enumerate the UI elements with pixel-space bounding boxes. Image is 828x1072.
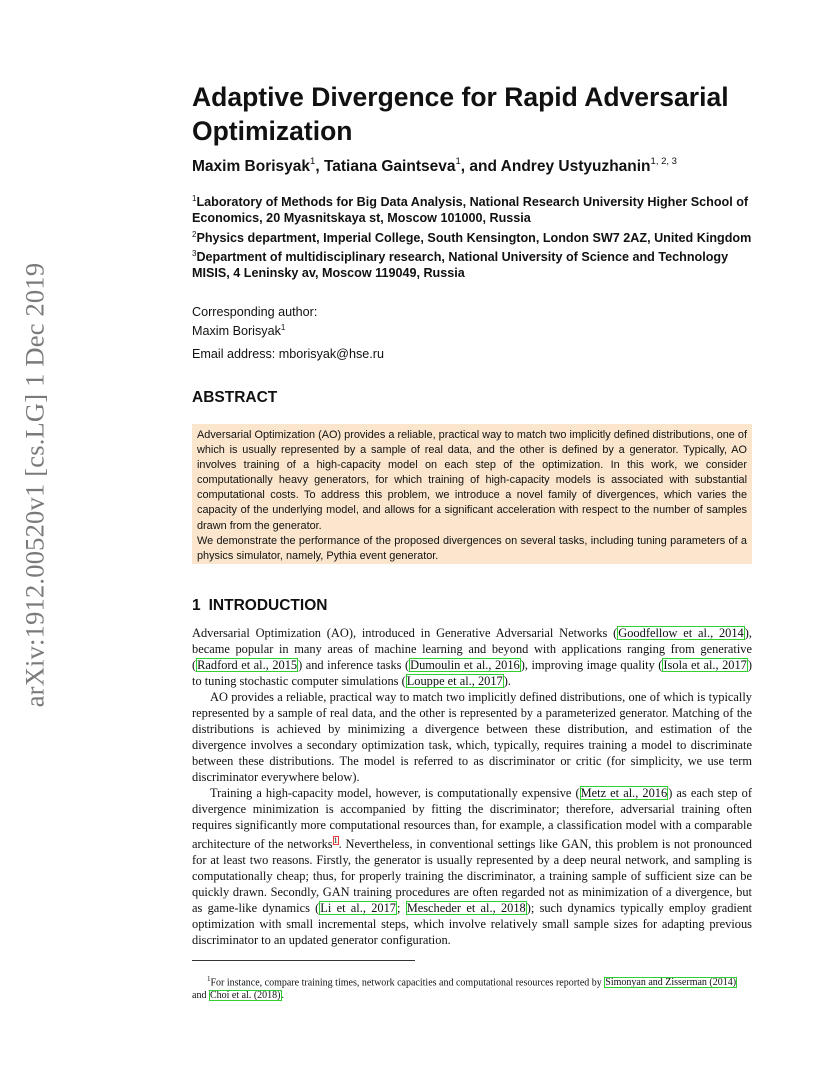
body-paragraph: AO provides a reliable, practical way to match two implicitly defined distributions, one of which is typically represented by a sample of real data, and the other is represented by a parameterized generator. Matching of the distributions is achieved by minimizing a divergence between these distribution, and estimation of the divergence involves a secondary optimization task, which, typically, requires training a model to discriminate between these distributions. The model is referred to as discriminator or critic (for simplicity, we use term discriminator everywhere below). [192,690,752,784]
affiliation-text: Physics department, Imperial College, South Kensington, London SW7 2AZ, United Kingdom [196,230,752,245]
footnote-text: For instance, compare training times, network capacities and computational resources reported by [210,977,605,989]
affiliation-text: Laboratory of Methods for Big Data Analysis, National Research University Higher School of Economics, 20 Myasnitskaya st, Moscow 101000, Russia [192,195,749,226]
body-text: ) to tuning stochastic computer simulations ( [192,658,753,688]
footnote-rule [192,960,415,961]
affiliation-text: Department of multidisciplinary research, National University of Science and Technology MISIS, 4 Leninsky av, Moscow 119049, Russia [192,250,729,281]
corresponding-mark: 1 [280,323,286,333]
paper-title: Adaptive Divergence for Rapid Adversarial Optimization [192,82,729,146]
footnote-text: and [192,990,209,1002]
body-text: ) and inference tasks ( [298,658,410,672]
body-text: Adversarial Optimization (AO), introduced in Generative Adversarial Networks ( [192,626,618,640]
citation-link[interactable]: Mescheder et al., 2018 [406,901,526,916]
citation-link[interactable]: Goodfellow et al., 2014 [618,626,744,640]
body-text: ) as each step of divergence minimization is accompanied by fitting the discriminator; therefore, adversarial training often requires significantly more computational resources than, for example, a classification model with a comparable architecture of the networks [192,786,752,852]
citation-link[interactable]: Simonyan and Zisserman (2014) [605,977,737,989]
abstract-paragraph: Adversarial Optimization (AO) provides a reliable, practical way to match two implicitly defined distributions, one of which is usually represented by a sample of real data, and the other is defined by a generator. Typically, AO involves training of a high-capacity model on each step of the optimization. In this work, we consider computationally heavy generators, for which training of high-capacity models is associated with substantial computational costs. To address this problem, we introduce a novel family of divergences, which varies the capacity of the underlying model, and allows for a significant acceleration with respect to the number of samples drawn from the generator. [197,429,747,532]
arxiv-identifier: arXiv:1912.00520v1 [cs.LG] 1 Dec 2019 [19,262,50,708]
author-name: Maxim Borisyak [192,158,311,176]
citation-link[interactable]: Louppe et al., 2017 [406,674,503,688]
body-text: ). [503,674,511,688]
corresponding-author [192,304,317,340]
corresponding-name-line [192,320,317,339]
author-affiliation-mark: 1 [310,156,316,167]
body-text: ), became popular in many areas of machine learning and beyond with applications ranging from generative ( [192,626,752,672]
citation-link[interactable]: Radford et al., 2015 [197,658,298,672]
affiliation-mark: 2 [192,229,197,239]
author-list [192,157,677,176]
citation-link[interactable]: Dumoulin et al., 2016 [410,658,520,672]
body-text: Training a high-capacity model, however, is computationally expensive ( [210,786,580,800]
citation-link[interactable]: Metz et al., 2016 [580,786,668,800]
corresponding-label: Corresponding author: [192,305,318,319]
author-affiliation-mark: 1 [455,156,461,167]
body-text: . Nevertheless, in conventional settings like GAN, this problem is not pronounced for at least two reasons. Firstly, the generator is usually represented by a deep neural network, and sampling is computationally cheap; thus, for properly training the discriminator, a training sample of sufficient size can be quickly drawn. Secondly, GAN training procedures are often regarded not as minimization of a divergence, but as game-like dynamics ( [192,837,752,916]
affiliation [192,246,752,282]
body-text: ); such dynamics typically employ gradient optimization with small incremental steps, which involve relatively small sample sizes for adapting previous discriminator to an updated generator configuration. [192,901,752,948]
body-paragraph [192,785,752,948]
author-separator: , and [460,158,501,176]
affiliation [192,191,752,227]
author-name: Andrey Ustyuzhanin [500,158,651,176]
abstract-box [192,424,752,564]
author-name: Tatiana Gaintseva [323,158,456,176]
abstract-heading: ABSTRACT [192,389,278,406]
body-text: ), improving image quality ( [520,658,663,672]
body-paragraph [192,625,752,689]
citation-link[interactable]: Isola et al., 2017 [663,658,747,672]
affiliation-mark: 3 [192,248,197,258]
affiliation-mark: 1 [192,194,197,203]
section-number: 1 [192,597,201,614]
citation-link[interactable]: Choi et al. (2018) [209,990,281,1002]
footnote-mark: 1 [207,975,211,983]
author-affiliation-mark: 1, 2, 3 [650,156,677,167]
footnote [192,973,752,1002]
section-title: INTRODUCTION [208,597,328,614]
body-text: ; [396,901,406,916]
email-address: Email address: mborisyak@hse.ru [192,347,384,361]
corresponding-name: Maxim Borisyak [192,324,281,339]
affiliation-list [192,191,752,282]
arxiv-identifier-sidebar [10,262,60,708]
abstract-paragraph: We demonstrate the performance of the proposed divergences on several tasks, including tuning parameters of a physics simulator, namely, Pythia event generator. [197,534,747,562]
section-heading [192,597,327,615]
affiliation [192,227,752,246]
footnote-text: . [281,990,284,1002]
author-separator: , [315,158,324,176]
footnote-link[interactable]: 1 [333,836,338,845]
citation-link[interactable]: Li et al., 2017 [320,901,396,916]
introduction-body [192,625,752,948]
